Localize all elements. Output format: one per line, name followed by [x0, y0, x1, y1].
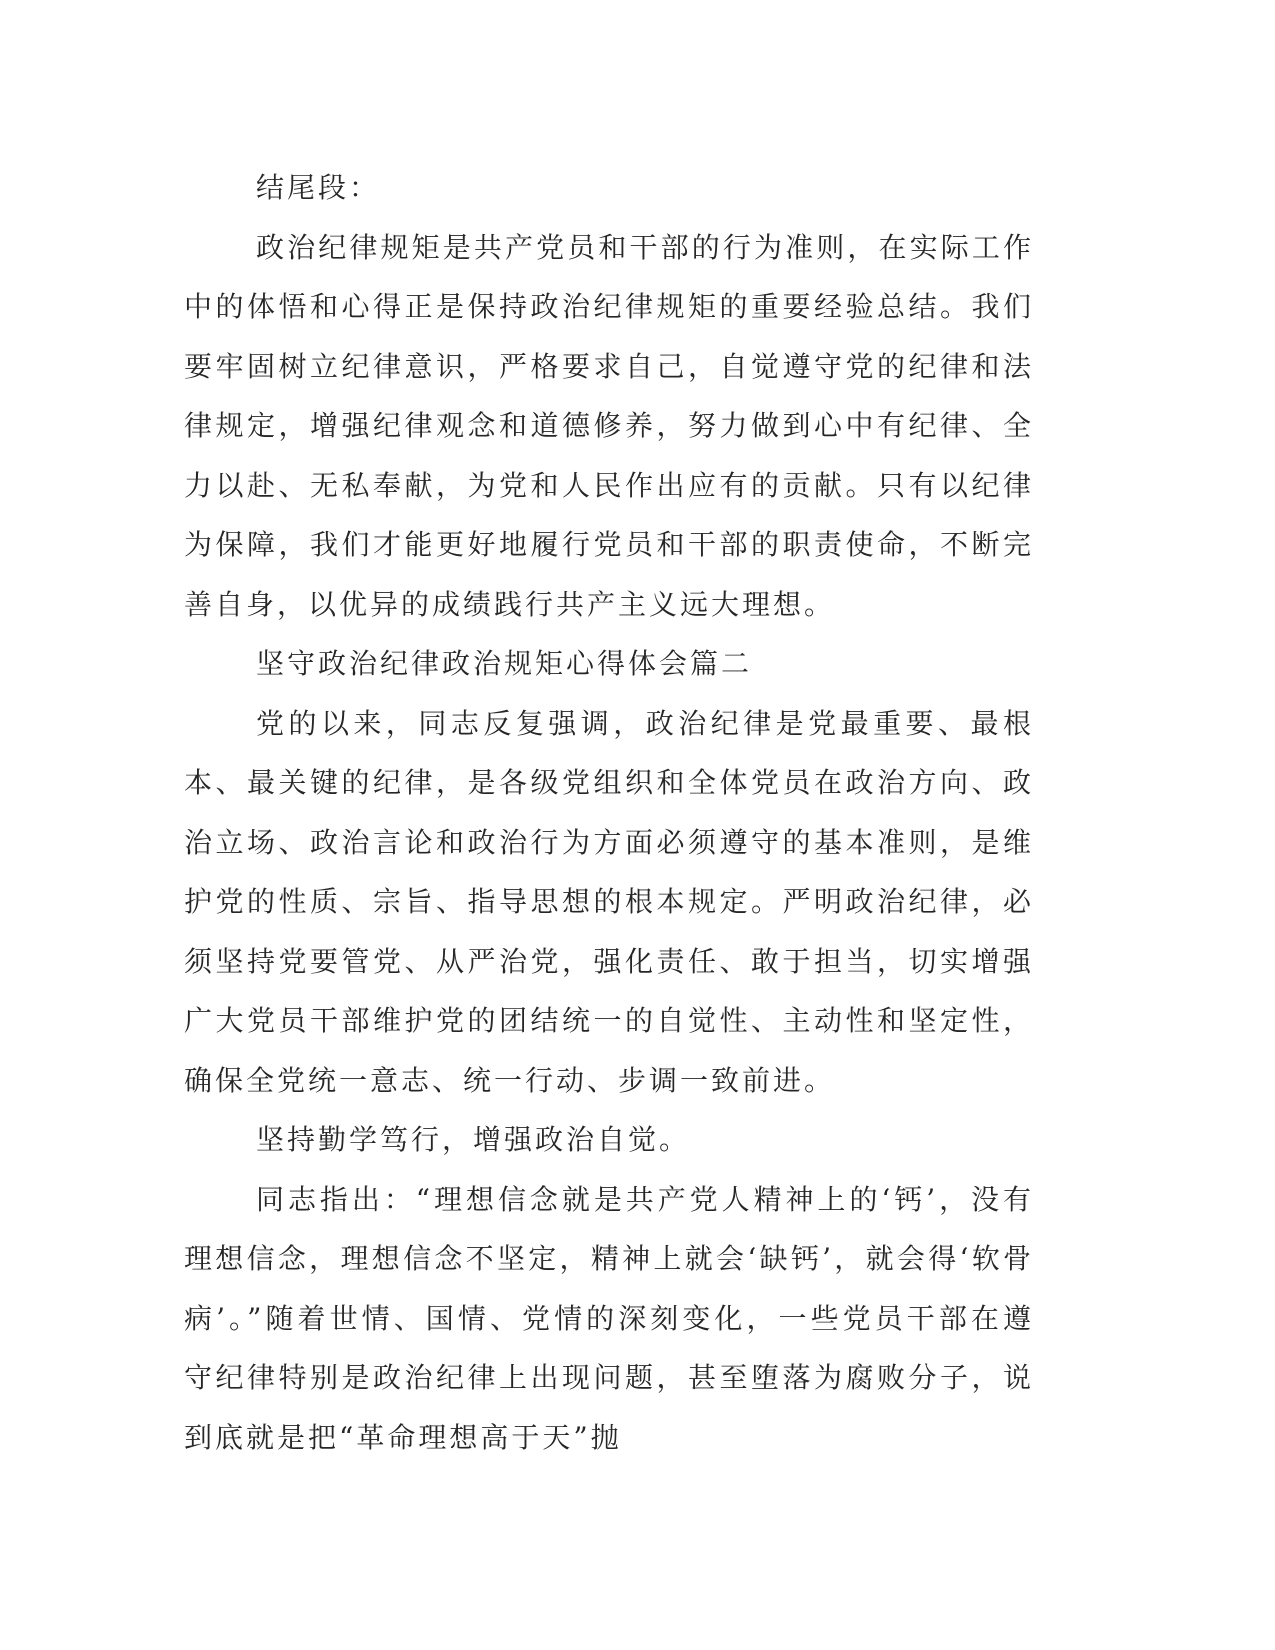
body-paragraph-ideals: 同志指出：“理想信念就是共产党人精神上的‘钙’，没有理想信念，理想信念不坚定，精神上就会‘缺钙’，就会得‘软骨病’。”随着世情、国情、党情的深刻变化，一些党员干部在遵守纪律特别是政治纪律上出现问题，甚至堕落为腐败分子，说到底就是把“革命理想高于天”抛 [184, 1182, 1034, 1454]
body-paragraph-discipline: 党的以来，同志反复强调，政治纪律是党最重要、最根本、最关键的纪律，是各级党组织和全体党员在政治方向、政治立场、政治言论和政治行为方面必须遵守的基本准则，是维护党的性质、宗旨、指导思想的根本规定。严明政治纪律，必须坚持党要管党、从严治党，强化责任、敢于担当，切实增强广大党员干部维护党的团结统一的自觉性、主动性和坚定性，确保全党统一意志、统一行动、步调一致前进。 [184, 706, 1034, 1097]
subheading-study: 坚持勤学笃行，增强政治自觉。 [256, 1123, 691, 1156]
closing-paragraph: 政治纪律规矩是共产党员和干部的行为准则，在实际工作中的体悟和心得正是保持政治纪律规矩的重要经验总结。我们要牢固树立纪律意识，严格要求自己，自觉遵守党的纪律和法律规定，增强纪律观念和道德修养，努力做到心中有纪律、全力以赴、无私奉献，为党和人民作出应有的贡献。只有以纪律为保障，我们才能更好地履行党员和干部的职责使命，不断完善自身，以优异的成绩践行共产主义远大理想。 [184, 230, 1034, 621]
section-title: 坚守政治纪律政治规矩心得体会篇二 [256, 647, 753, 680]
document-body [184, 158, 1034, 1467]
closing-heading: 结尾段： [256, 171, 381, 204]
